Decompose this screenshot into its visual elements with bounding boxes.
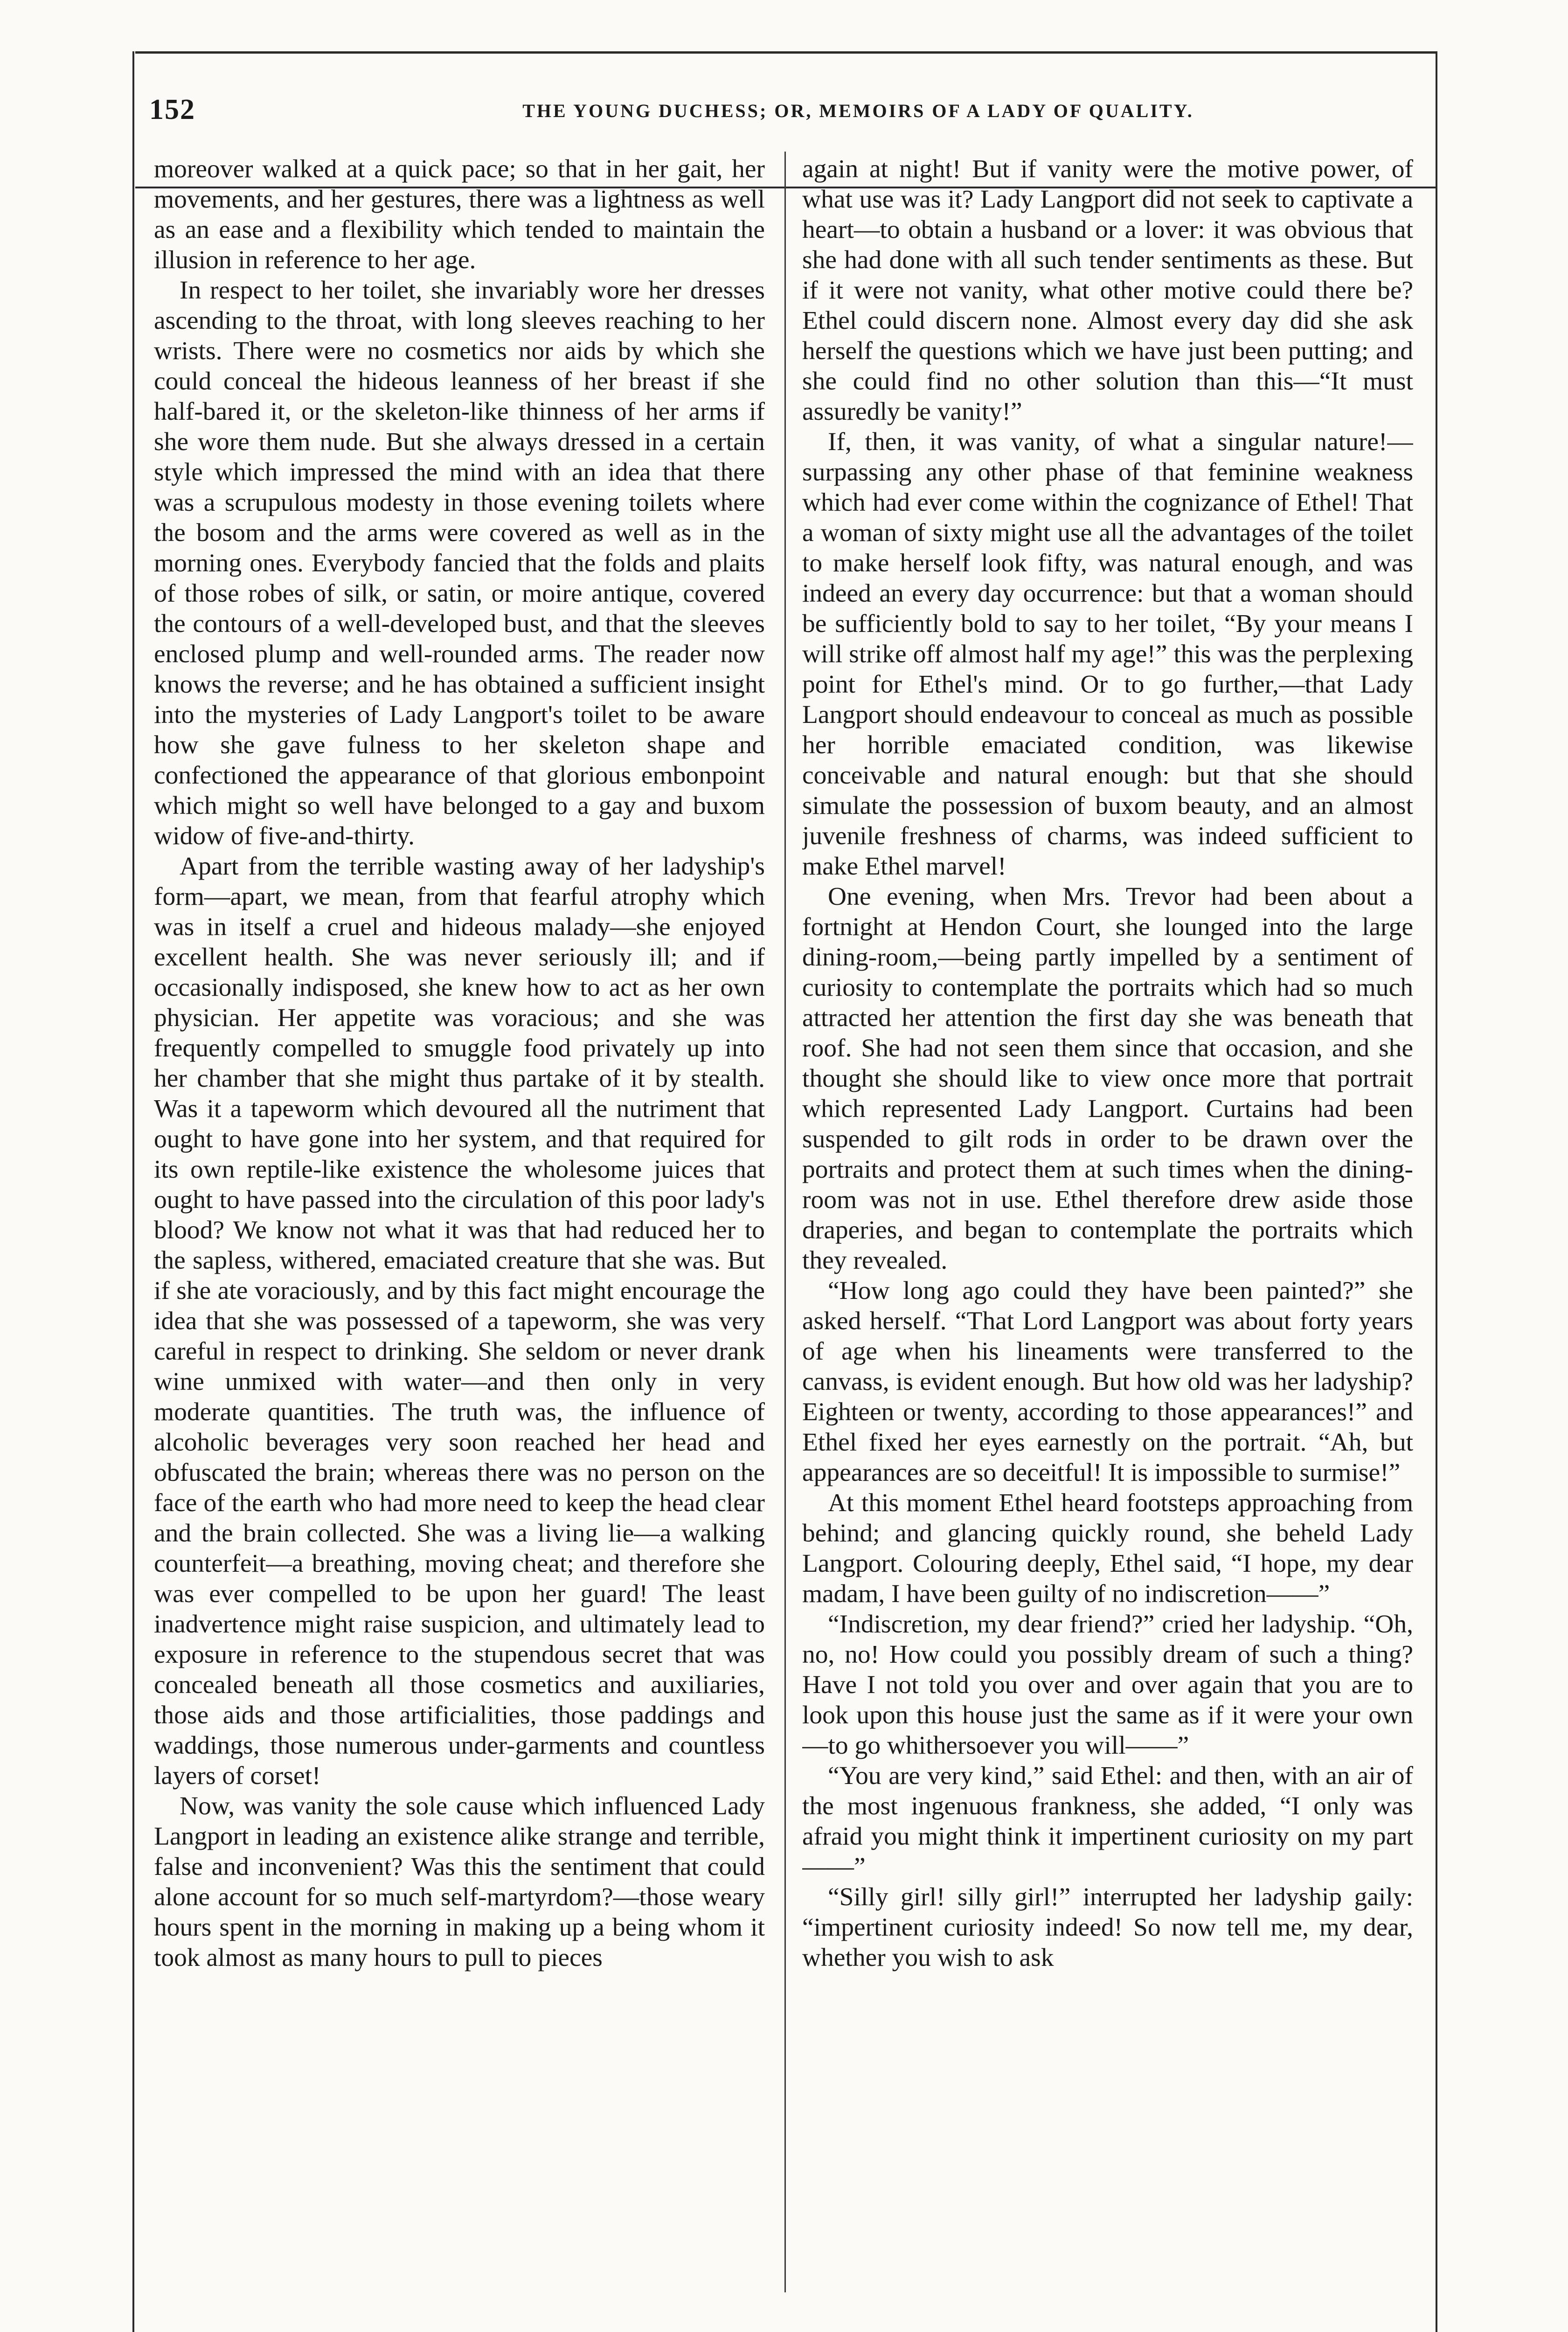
right-column (802, 154, 1413, 2299)
paragraph: If, then, it was vanity, of what a singular nature!—surpassing any other phase of that feminine weakness which had ever come within the cognizance of Ethel! That a woman of sixty might use all the advantages of the toilet to make herself look fifty, was natural enough, and was indeed an every day occurrence: but that a woman should be sufficiently bold to say to her toilet, “By your means I will strike off almost half my age!” this was the perplexing point for Ethel's mind. Or to go further,—that Lady Langport should endeavour to conceal as much as possible her horrible emaciated condition, was likewise conceivable and natural enough: but that she should simulate the possession of buxom beauty, and an almost juvenile freshness of charms, was indeed sufficient to make Ethel marvel! (802, 428, 1413, 881)
paragraph: “Indiscretion, my dear friend?” cried her ladyship. “Oh, no, no! How could you possibly dream of such a thing? Have I not told you over and over again that you are to look upon this house just the same as if it were your own—to go whithersoever you will——” (802, 1610, 1413, 1760)
paragraph: In respect to her toilet, she invariably wore her dresses ascending to the throat, with long sleeves reaching to her wrists. There were no cosmetics nor aids by which she could conceal the hideous leanness of her breast if she half-bared it, or the skeleton-like thinness of her arms if she wore them nude. But she always dressed in a certain style which impressed the mind with an idea that there was a scrupulous modesty in those evening toilets where the bosom and the arms were covered as well as in the morning ones. Everybody fancied that the folds and plaits of those robes of silk, or satin, or moire antique, covered the contours of a well-developed bust, and that the sleeves enclosed plump and well-rounded arms. The reader now knows the reverse; and he has obtained a sufficient insight into the mysteries of Lady Langport's toilet to be aware how she gave fulness to her skeleton shape and confectioned the appearance of that glorious embonpoint which might so well have belonged to a gay and buxom widow of five-and-thirty. (154, 276, 765, 850)
running-title: THE YOUNG DUCHESS; OR, MEMOIRS OF A LADY OF QUALITY. (522, 100, 1194, 121)
page-number: 152 (149, 94, 195, 125)
paragraph: “You are very kind,” said Ethel: and then, with an air of the most ingenuous frankness, she added, “I only was afraid you might think it impertinent curiosity on my part——” (802, 1762, 1413, 1881)
paragraph: again at night! But if vanity were the motive power, of what use was it? Lady Langport did not seek to captivate a heart—to obtain a husband or a lover: it was obvious that she had done with all such tender sentiments as these. But if it were not vanity, what other motive could there be? Ethel could discern none. Almost every day did she ask herself the questions which we have just been putting; and she could find no other solution than this—“It must assuredly be vanity!” (802, 155, 1413, 426)
left-column (154, 154, 765, 2299)
paragraph: Now, was vanity the sole cause which influenced Lady Langport in leading an existence alike strange and terrible, false and inconvenient? Was this the sentiment that could alone account for so much self-martyrdom?—those weary hours spent in the morning in making up a being whom it took almost as many hours to pull to pieces (154, 1792, 765, 1972)
column-divider (784, 152, 786, 2292)
book-page (135, 51, 1436, 2332)
left-border-rule (132, 51, 134, 2332)
paragraph: At this moment Ethel heard footsteps approaching from behind; and glancing quickly round, she beheld Lady Langport. Colouring deeply, Ethel said, “I hope, my dear madam, I have been guilty of no indiscretion——” (802, 1489, 1413, 1608)
paragraph: One evening, when Mrs. Trevor had been about a fortnight at Hendon Court, she lounged into the large dining-room,—being partly impelled by a sentiment of curiosity to contemplate the portraits which had so much attracted her attention the first day she was beneath that roof. She had not seen them since that occasion, and she thought she should like to view once more that portrait which represented Lady Langport. Curtains had been suspended to gilt rods in order to be drawn over the portraits and protect them at such times when the dining-room was not in use. Ethel therefore drew aside those draperies, and began to contemplate the portraits which they revealed. (802, 882, 1413, 1275)
paragraph: Apart from the terrible wasting away of her ladyship's form—apart, we mean, from that fearful atrophy which was in itself a cruel and hideous malady—she enjoyed excellent health. She was never seriously ill; and if occasionally indisposed, she knew how to act as her own physician. Her appetite was voracious; and she was frequently compelled to smuggle food privately up into her chamber that she might thus partake of it by stealth. Was it a tapeworm which devoured all the nutriment that ought to have gone into her system, and that required for its own reptile-like existence the wholesome juices that ought to have passed into the circulation of this poor lady's blood? We know not what it was that had reduced her to the sapless, withered, emaciated creature that she was. But if she ate voraciously, and by this fact might encourage the idea that she was possessed of a tapeworm, she was very careful in respect to drinking. She seldom or never drank wine unmixed with water—and then only in very moderate quantities. The truth was, the influence of alcoholic beverages very soon reached her head and obfuscated the brain; whereas there was no person on the face of the earth who had more need to keep the head clear and the brain collected. She was a living lie—a walking counterfeit—a breathing, moving cheat; and therefore she was ever compelled to be upon her guard! The least inadvertence might raise suspicion, and ultimately lead to exposure in reference to the stupendous secret that was concealed beneath all those cosmetics and auxiliaries, those aids and those artificialities, those paddings and waddings, those numerous under-garments and countless layers of corset! (154, 852, 765, 1790)
right-border-rule (1436, 51, 1437, 2332)
paragraph: “Silly girl! silly girl!” interrupted her ladyship gaily: “impertinent curiosity indeed! So now tell me, my dear, whether you wish to ask (802, 1883, 1413, 1972)
paragraph: “How long ago could they have been painted?” she asked herself. “That Lord Langport was about forty years of age when his lineaments were transferred to the canvass, is evident enough. But how old was her ladyship? Eighteen or twenty, according to those appearances!” and Ethel fixed her eyes earnestly on the portrait. “Ah, but appearances are so deceitful! It is impossible to surmise!” (802, 1277, 1413, 1487)
top-rule (135, 51, 1436, 54)
paragraph: moreover walked at a quick pace; so that in her gait, her movements, and her gestures, there was a lightness as well as an ease and a flexibility which tended to maintain the illusion in reference to her age. (154, 155, 765, 274)
page-header (135, 93, 1436, 149)
